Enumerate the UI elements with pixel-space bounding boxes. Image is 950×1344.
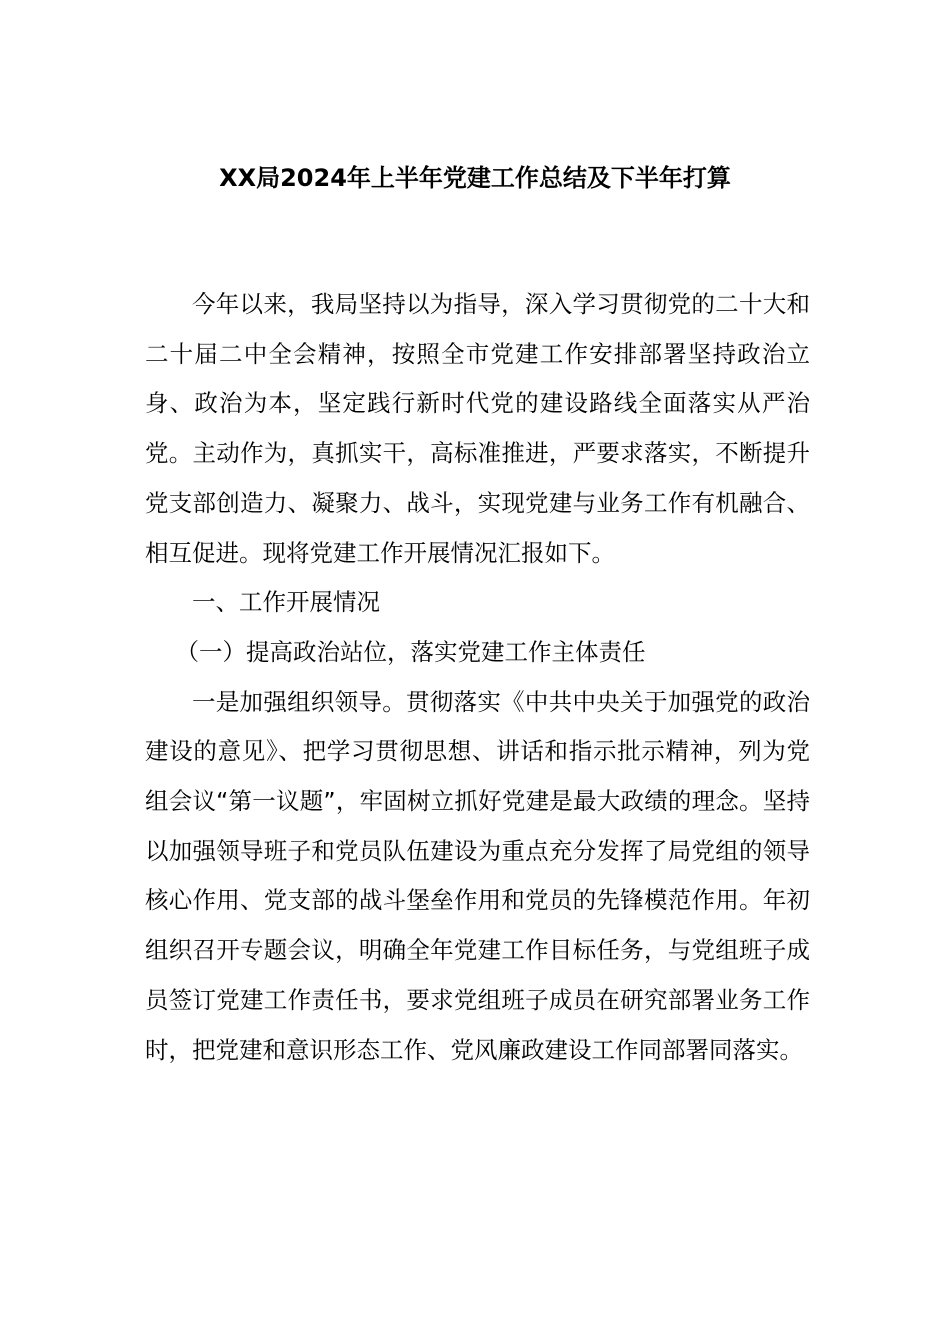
intro-paragraph: 今年以来，我局坚持以为指导，深入学习贯彻党的二十大和二十届二中全会精神，按照全市党建工作安排部署坚持政治立身、政治为本，坚定践行新时代党的建设路线全面落实从严治党。主动作为，真抓实干，高标准推进，严要求落实，不断提升党支部创造力、凝聚力、战斗，实现党建与业务工作有机融合、相互促进。现将党建工作开展情况汇报如下。 <box>145 290 810 567</box>
document-title: XX局2024年上半年党建工作总结及下半年打算 <box>219 164 731 192</box>
subsection-heading: （一）提高政治站位，落实党建工作主体责任 <box>175 637 646 666</box>
document-body <box>145 280 810 1075</box>
section-paragraph: 一是加强组织领导。贯彻落实《中共中央关于加强党的政治建设的意见》、把学习贯彻思想、讲话和指示批示精神，列为党组会议“第一议题”，牢固树立抓好党建是最大政绩的理念。坚持以加强领导班子和党员队伍建设为重点充分发挥了局党组的领导核心作用、党支部的战斗堡垒作用和党员的先锋模范作用。年初组织召开专题会议，明确全年党建工作目标任务，与党组班子成员签订党建工作责任书，要求党组班子成员在研究部署业务工作时，把党建和意识形态工作、党风廉政建设工作同部署同落实。 <box>145 687 810 1064</box>
section-heading: 一、工作开展情况 <box>192 588 380 617</box>
